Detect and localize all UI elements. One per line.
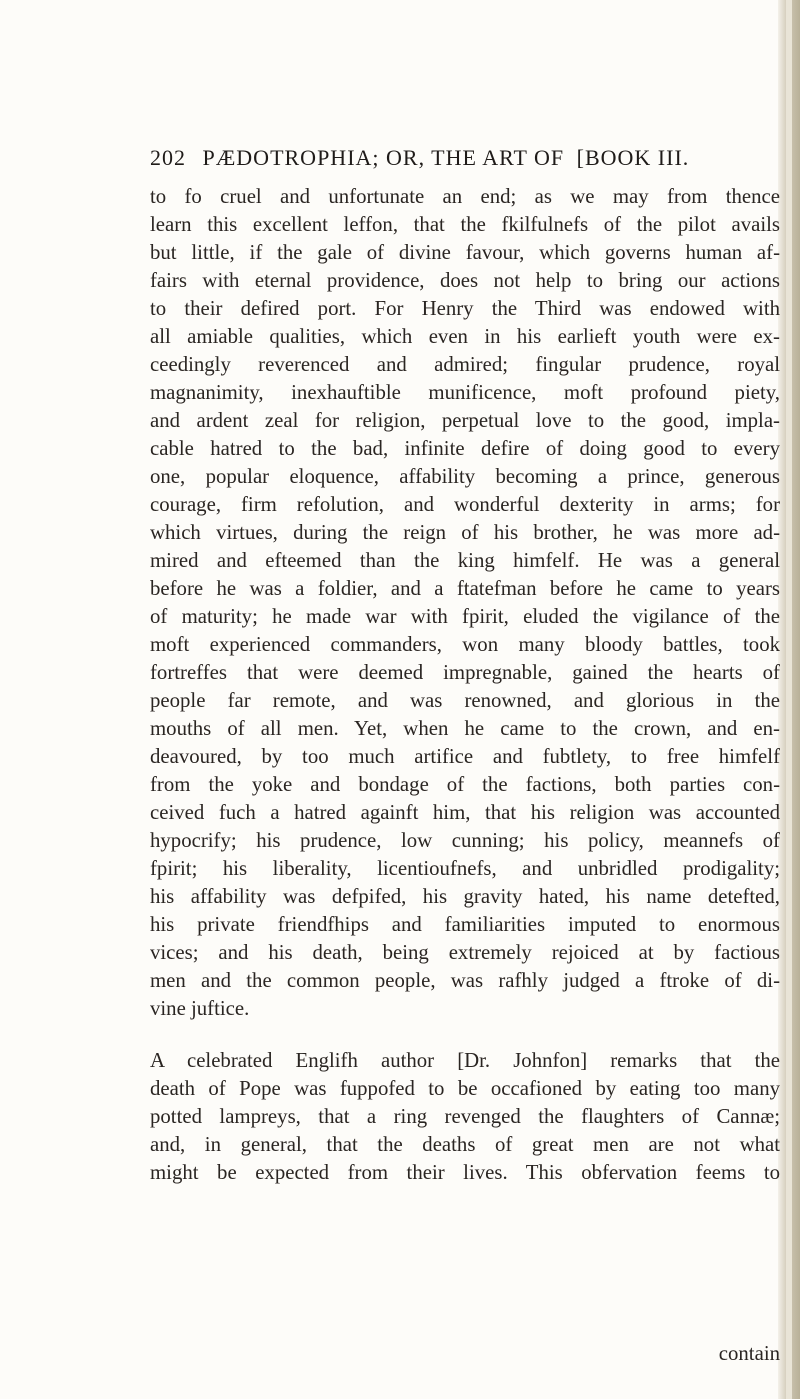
text-line: courage, firm refolution, and wonderful dexterity in arms; for (150, 493, 780, 516)
running-header (150, 145, 780, 173)
text-line: men and the common people, was rafhly judged a ftroke of di- (150, 969, 780, 992)
book-label: [BOOK III. (576, 145, 690, 170)
paragraph-2 (150, 1047, 780, 1187)
text-line: mouths of all men. Yet, when he came to the crown, and en- (150, 717, 780, 740)
text-line: vices; and his death, being extremely rejoiced at by factious (150, 941, 780, 964)
text-line: before he was a foldier, and a ftatefman before he came to years (150, 577, 780, 600)
text-line: but little, if the gale of divine favour, which governs human af- (150, 241, 780, 264)
text-line: deavoured, by too much artifice and fubtlety, to free himfelf (150, 745, 780, 768)
page-edge-inner (786, 0, 792, 1399)
text-line: A celebrated Englifh author [Dr. Johnfon] remarks that the (150, 1049, 780, 1072)
text-line: fpirit; his liberality, licentioufnefs, and unbridled prodigality; (150, 857, 780, 880)
text-line: ceedingly reverenced and admired; fingular prudence, royal (150, 353, 780, 376)
running-title: PÆDOTROPHIA; OR, THE ART OF (202, 145, 565, 170)
page-edge-shadow (778, 0, 800, 1399)
text-line: might be expected from their lives. This obfervation feems to (150, 1161, 780, 1184)
text-line: ceived fuch a hatred againft him, that his religion was accounted (150, 801, 780, 824)
text-line: his private friendfhips and familiarities imputed to enormous (150, 913, 780, 936)
text-line: fortreffes that were deemed impregnable, gained the hearts of (150, 661, 780, 684)
paragraph-1 (150, 183, 780, 1023)
text-line: to fo cruel and unfortunate an end; as we may from thence (150, 185, 780, 208)
text-line: and ardent zeal for religion, perpetual love to the good, impla- (150, 409, 780, 432)
text-line: to their defired port. For Henry the Third was endowed with (150, 297, 780, 320)
body-text (150, 183, 780, 1187)
text-line: potted lampreys, that a ring revenged the flaughters of Cannæ; (150, 1105, 780, 1128)
text-line: vine juftice. (150, 997, 250, 1020)
text-line: learn this excellent leffon, that the fkilfulnefs of the pilot avails (150, 213, 780, 236)
text-line: one, popular eloquence, affability becoming a prince, generous (150, 465, 780, 488)
catchword: contain (718, 1342, 780, 1365)
page-number: 202 (150, 145, 186, 170)
text-line: death of Pope was fuppofed to be occafioned by eating too many (150, 1077, 780, 1100)
text-line: from the yoke and bondage of the factions, both parties con- (150, 773, 780, 796)
text-line: his affability was defpifed, his gravity hated, his name detefted, (150, 885, 780, 908)
text-line: all amiable qualities, which even in his earlieft youth were ex- (150, 325, 780, 348)
text-line: cable hatred to the bad, infinite defire of doing good to every (150, 437, 780, 460)
paragraph-gap (150, 1023, 780, 1047)
text-line: which virtues, during the reign of his brother, he was more ad- (150, 521, 780, 544)
text-line: and, in general, that the deaths of great men are not what (150, 1133, 780, 1156)
text-line: fairs with eternal providence, does not help to bring our actions (150, 269, 780, 292)
text-line: of maturity; he made war with fpirit, eluded the vigilance of the (150, 605, 780, 628)
text-line: moft experienced commanders, won many bloody battles, took (150, 633, 780, 656)
text-line: mired and efteemed than the king himfelf. He was a general (150, 549, 780, 572)
text-line: magnanimity, inexhauftible munificence, moft profound piety, (150, 381, 780, 404)
text-line: hypocrify; his prudence, low cunning; his policy, meannefs of (150, 829, 780, 852)
text-line: people far remote, and was renowned, and glorious in the (150, 689, 780, 712)
